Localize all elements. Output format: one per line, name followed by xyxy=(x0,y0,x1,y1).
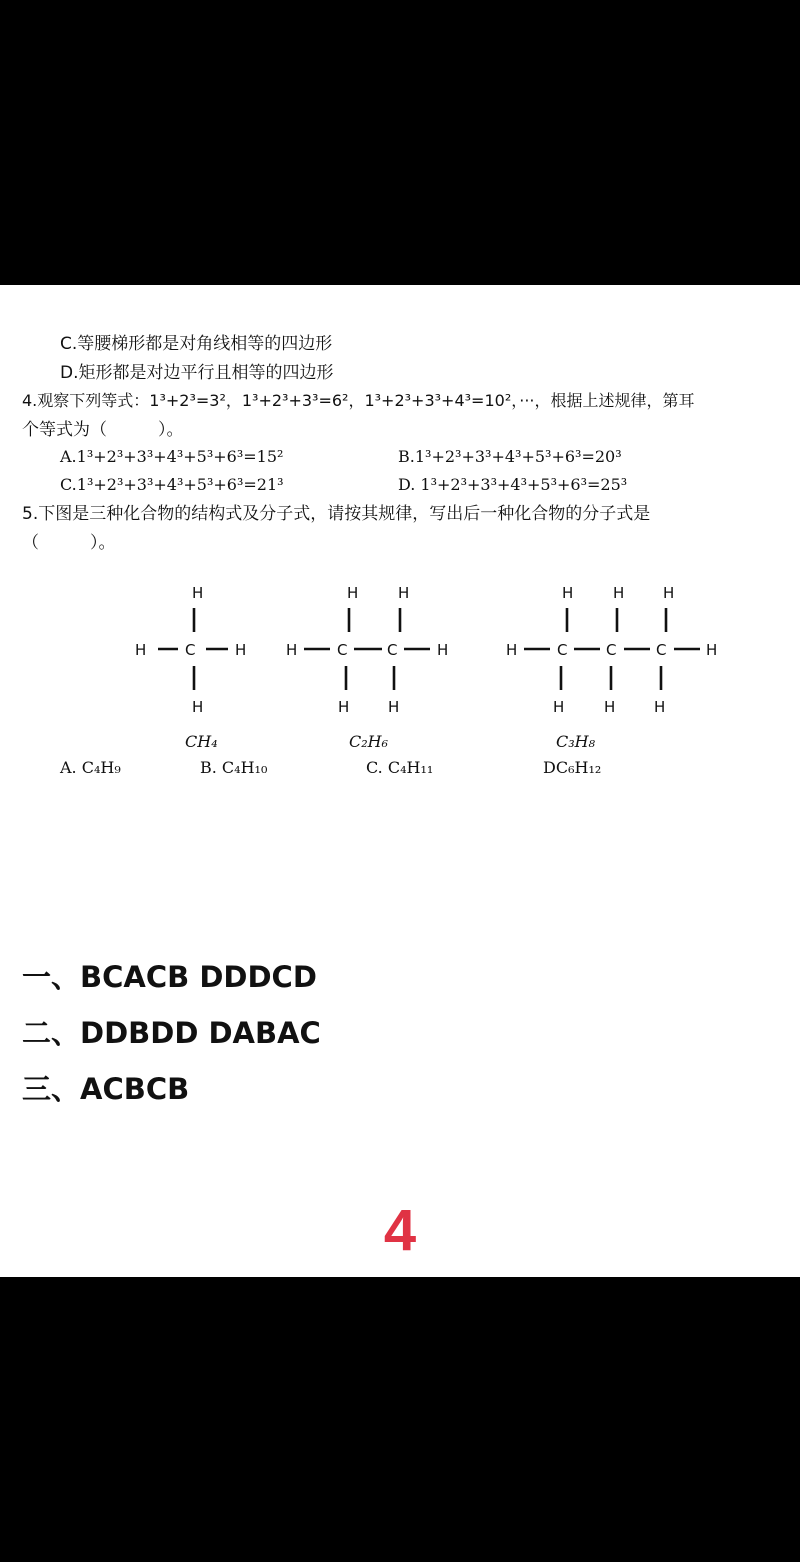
q5-option-b: B. C₄H₁₀ xyxy=(200,758,268,777)
atom-h: H xyxy=(388,698,400,716)
atom-h: H xyxy=(654,698,666,716)
atom-h: H xyxy=(235,641,247,659)
q5-option-c: C. C₄H₁₁ xyxy=(366,758,434,777)
atom-h: H xyxy=(437,641,449,659)
atom-h: H xyxy=(135,641,147,659)
q5-stem-line1: 5.下图是三种化合物的结构式及分子式，请按其规律，写出后一种化合物的分子式是 xyxy=(22,504,651,524)
formula-ethane: C₂H₆ xyxy=(349,732,389,751)
formula-methane: CH₄ xyxy=(185,732,218,751)
q4-stem-line2: 个等式为（ ）。 xyxy=(22,420,184,440)
q4-option-b: B.1³+2³+3³+4³+5³+6³=20³ xyxy=(398,447,622,466)
page-number: 4 xyxy=(383,1198,417,1263)
q4-option-d: D. 1³+2³+3³+4³+5³+6³=25³ xyxy=(398,475,628,494)
q3-option-c: C.等腰梯形都是对角线相等的四边形 xyxy=(60,334,333,354)
atom-h: H xyxy=(663,584,675,602)
atom-c: C xyxy=(387,641,398,659)
answer-line-2: 二、DDBDD DABAC xyxy=(22,1016,321,1050)
atom-h: H xyxy=(706,641,718,659)
atom-c: C xyxy=(337,641,348,659)
atom-h: H xyxy=(562,584,574,602)
q4-option-c: C.1³+2³+3³+4³+5³+6³=21³ xyxy=(60,475,284,494)
atom-h: H xyxy=(613,584,625,602)
atom-h: H xyxy=(347,584,359,602)
atom-h: H xyxy=(192,698,204,716)
atom-h: H xyxy=(338,698,350,716)
atom-h: H xyxy=(553,698,565,716)
atom-c: C xyxy=(606,641,617,659)
q4-option-a: A.1³+2³+3³+4³+5³+6³=15² xyxy=(60,447,284,466)
q5-stem-line2: （ ）。 xyxy=(22,533,116,553)
atom-c: C xyxy=(557,641,568,659)
formula-propane: C₃H₈ xyxy=(556,732,596,751)
atom-c: C xyxy=(185,641,196,659)
atom-h: H xyxy=(286,641,298,659)
structural-formulas-diagram xyxy=(0,580,800,730)
atom-h: H xyxy=(604,698,616,716)
atom-c: C xyxy=(656,641,667,659)
atom-h: H xyxy=(506,641,518,659)
q5-option-d: DC₆H₁₂ xyxy=(543,758,602,777)
document-page xyxy=(0,285,800,1277)
q5-option-a: A. C₄H₉ xyxy=(60,758,121,777)
q4-stem-line1: 4.观察下列等式：1³+2³=3²，1³+2³+3³=6²，1³+2³+3³+4³=10²，···，根据上述规律，第耳 xyxy=(22,391,695,410)
answer-line-3: 三、ACBCB xyxy=(22,1072,190,1106)
q3-option-d: D.矩形都是对边平行且相等的四边形 xyxy=(60,363,334,383)
answer-line-1: 一、BCACB DDDCD xyxy=(22,960,317,994)
atom-h: H xyxy=(398,584,410,602)
atom-h: H xyxy=(192,584,204,602)
